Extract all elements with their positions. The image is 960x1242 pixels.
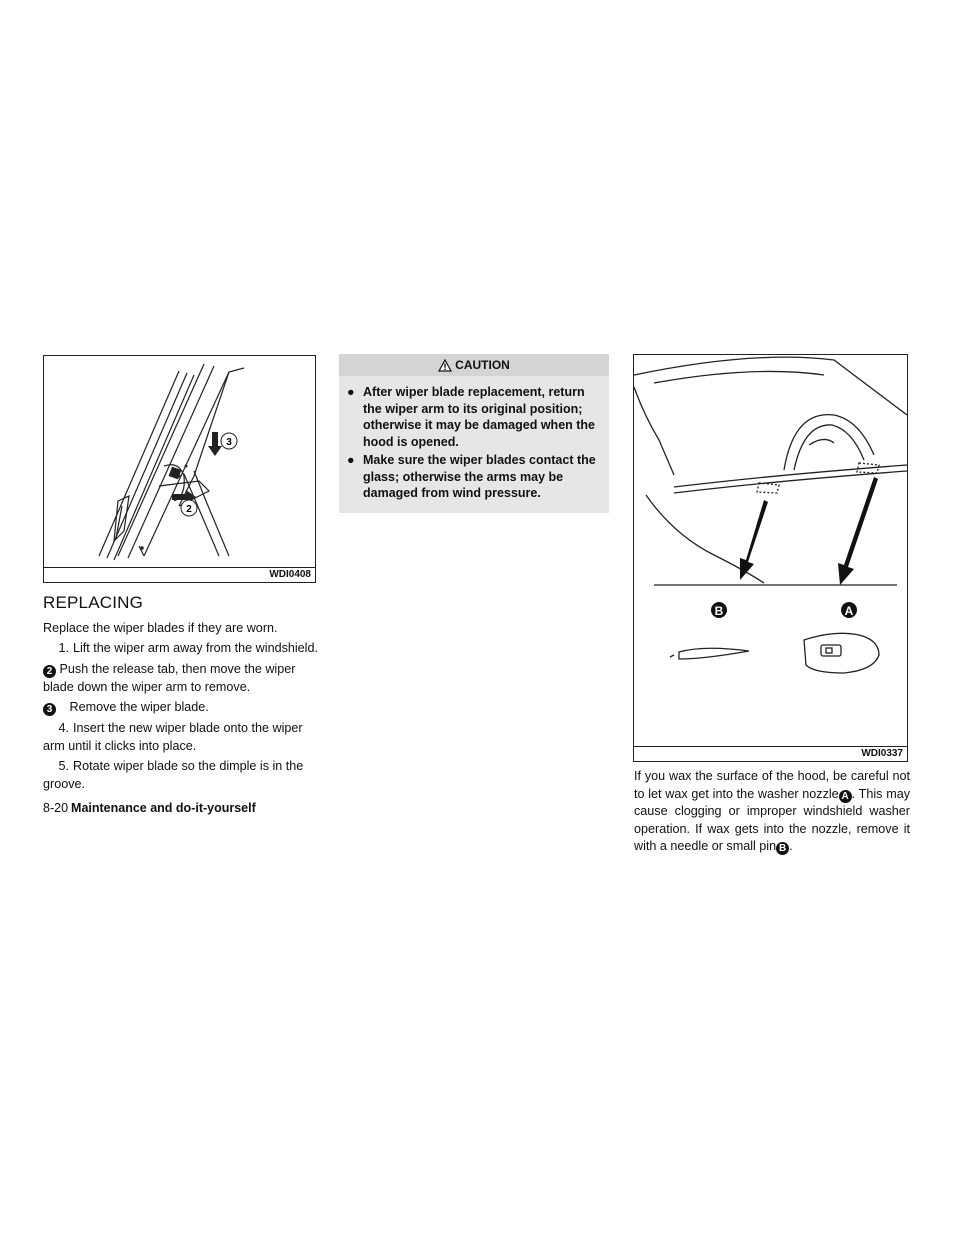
step-marker: 1. (58, 641, 69, 655)
step-5 (43, 758, 323, 793)
warning-triangle-icon (438, 359, 452, 372)
caution-item-2: ● Make sure the wiper blades contact the glass; otherwise the arms may be damaged from wind pressure. (347, 453, 596, 501)
bullet-icon: ● (347, 453, 355, 467)
bullet-icon: ● (347, 385, 355, 399)
washer-nozzle-figure (633, 354, 908, 762)
step-marker: 5. (58, 759, 69, 773)
step-text: Insert the new wiper blade onto the wiper arm until it clicks into place. (43, 721, 303, 753)
callout-b: B (714, 604, 724, 618)
caution-header (339, 354, 609, 376)
step-2 (43, 661, 319, 696)
step-text: Remove the wiper blade. (69, 700, 209, 714)
wax-paragraph: If you wax the surface of the hood, be careful not to let wax get into the washer nozzle A . This may cause clogging or improper windshield washer operation. If wax gets into the nozzle, remove it with a needle or small pin B . (634, 769, 910, 854)
callout-a: A (844, 604, 854, 618)
step-marker: 2 (43, 665, 56, 678)
intro-text: Replace the wiper blades if they are worn. (43, 621, 278, 635)
callout-3: 3 (226, 437, 232, 448)
wiper-replacement-figure (43, 355, 316, 583)
page-footer (43, 801, 256, 815)
hood-nozzle-illustration (634, 355, 907, 761)
figure-code: WDI0408 (269, 569, 311, 580)
step-text: Lift the wiper arm away from the windshield. (73, 641, 318, 655)
ref-a-badge: A (839, 790, 852, 803)
section-name: Maintenance and do-it-yourself (71, 801, 256, 815)
callout-2: 2 (186, 504, 192, 515)
step-4 (43, 720, 323, 755)
wiper-arm-illustration (44, 356, 315, 582)
step-text: Push the release tab, then move the wiper blade down the wiper arm to remove. (43, 662, 296, 694)
caution-box (339, 354, 609, 513)
caution-title: CAUTION (455, 358, 510, 372)
ref-b-badge: B (776, 842, 789, 855)
step-marker: 3 (43, 703, 56, 716)
step-text: Rotate wiper blade so the dimple is in the groove. (43, 759, 304, 791)
figure-code: WDI0337 (861, 748, 903, 759)
page-number: 8-20 (43, 801, 69, 815)
step-1 (43, 640, 333, 658)
caution-item-1: ● After wiper blade replacement, return the wiper arm to its original position; otherwise it may be damaged when the hood is opened. (347, 385, 596, 449)
section-title: REPLACING (43, 593, 144, 612)
step-marker: 4. (58, 721, 69, 735)
step-3 (43, 699, 319, 717)
